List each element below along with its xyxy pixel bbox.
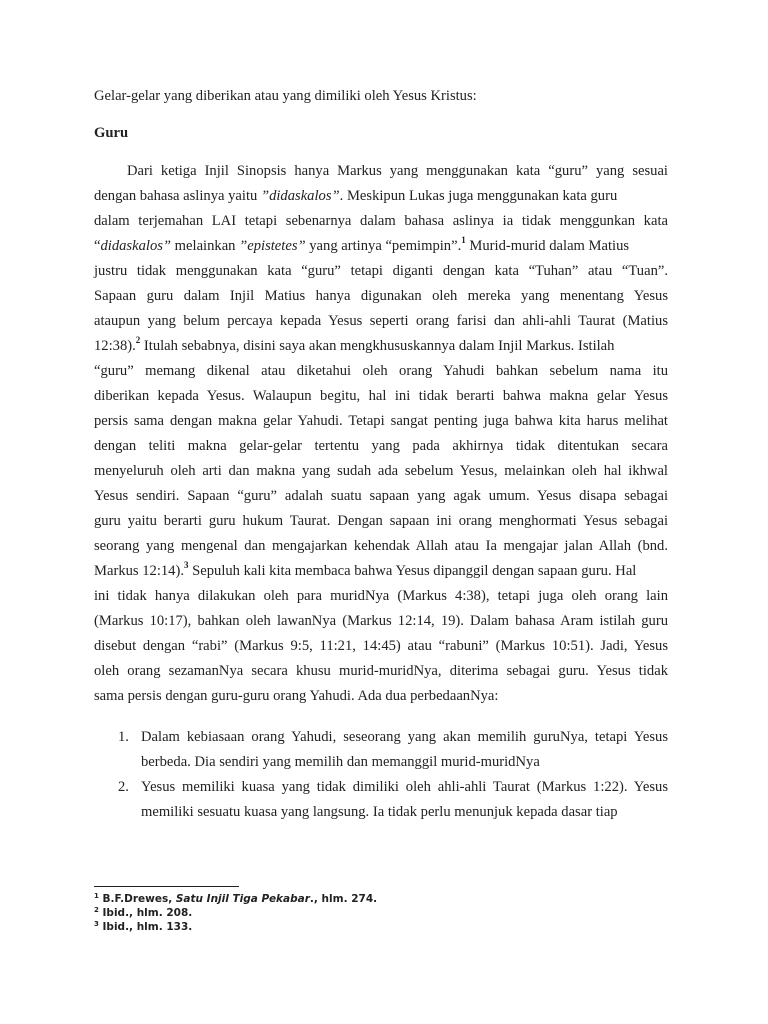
paragraph-line: disebut dengan “rabi” (Markus 9:5, 11:21, 14:45) atau “rabuni” (Markus 10:51). Jadi, Yesus — [94, 638, 668, 654]
paragraph-line: oleh orang sezamanNya secara khusu murid-muridNya, diterima sebagai guru. Yesus tidak — [94, 663, 668, 679]
list-item-line: memiliki sesuatu kuasa yang langsung. Ia tidak perlu menunjuk kepada dasar tiap — [141, 804, 618, 820]
paragraph-line: dengan bahasa aslinya yaitu ”didaskalos”. Meskipun Lukas juga menggunakan kata guru — [94, 188, 618, 204]
paragraph-line: guru yaitu berarti guru hukum Taurat. Dengan sapaan ini orang menghormati Yesus sebagai — [94, 513, 668, 529]
paragraph-line: 12:38).$^2$ Itulah sebabnya, disini saya akan mengkhususkannya dalam Injil Markus. Istilah — [94, 335, 615, 354]
list-item-line: berbeda. Dia sendiri yang memilih dan memanggil murid-muridNya — [141, 754, 540, 770]
paragraph-line: (Markus 10:17), bahkan oleh lawanNya (Markus 12:14, 19). Dalam bahasa Aram istilah guru — [94, 613, 668, 629]
footnote-separator — [94, 886, 239, 887]
paragraph-line: Markus 12:14).$^3$ Sepuluh kali kita membaca bahwa Yesus dipanggil dengan sapaan guru. Hal — [94, 560, 637, 579]
paragraph-line: “guru” memang dikenal atau diketahui oleh orang Yahudi bahkan sebelum nama itu — [94, 363, 668, 379]
paragraph-line: “didaskalos” melainkan ”epistetes” yang artinya “pemimpin”.$^1$ Murid-murid dalam Matius — [94, 235, 630, 254]
footnote: $^3$ Ibid., hlm. 133. — [94, 919, 193, 933]
list-number: 1. — [118, 729, 129, 745]
footnote: $^2$ Ibid., hlm. 208. — [94, 905, 193, 919]
list-number: 2. — [118, 779, 129, 795]
paragraph-line: dalam terjemahan LAI tetapi sebenarnya dalam bahasa aslinya ia tidak menggunkan kata — [94, 213, 668, 229]
paragraph-line: diberikan kepada Yesus. Walaupun begitu, hal ini tidak berarti bahwa makna gelar Yesus — [94, 388, 668, 404]
paragraph-line: seorang yang mengenal dan mengajarkan kehendak Allah atau Ia mengajar jalan Allah (bnd. — [94, 538, 668, 554]
footnote: $^1$ B.F.Drewes, Satu Injil Tiga Pekabar., hlm. 274. — [94, 891, 378, 905]
paragraph-line: Dari ketiga Injil Sinopsis hanya Markus yang menggunakan kata “guru” yang sesuai — [127, 163, 668, 179]
paragraph-line: persis sama dengan makna gelar Yahudi. Tetapi sangat penting juga bahwa kita harus melihat — [94, 413, 668, 429]
paragraph-line: ini tidak hanya dilakukan oleh para muridNya (Markus 4:38), tetapi juga oleh orang lain — [94, 588, 668, 604]
footnote-ref[interactable]: 2 — [135, 335, 141, 346]
section-heading: Guru — [94, 125, 129, 141]
paragraph-line: dengan teliti makna gelar-gelar tertentu yang pada akhirnya tidak ditentukan secara — [94, 438, 668, 454]
list-item-line: Dalam kebiasaan orang Yahudi, seseorang yang akan memilih guruNya, tetapi Yesus — [141, 729, 668, 745]
paragraph-line: menyeluruh oleh arti dan makna yang sudah ada sebelum Yesus, melainkan oleh hal ikhwal — [94, 463, 668, 479]
paragraph-line: Yesus sendiri. Sapaan “guru” adalah suatu sapaan yang agak umum. Yesus disapa sebagai — [94, 488, 668, 504]
footnote-ref[interactable]: 3 — [184, 560, 189, 571]
list-item-line: Yesus memiliki kuasa yang tidak dimiliki oleh ahli-ahli Taurat (Markus 1:22). Yesus — [141, 779, 668, 795]
footnote-ref[interactable]: 1 — [461, 235, 466, 246]
document-title-line: Gelar-gelar yang diberikan atau yang dimiliki oleh Yesus Kristus: — [94, 88, 477, 104]
paragraph-line: Sapaan guru dalam Injil Matius hanya digunakan oleh mereka yang menentang Yesus — [94, 288, 668, 304]
paragraph-line: sama persis dengan guru-guru orang Yahudi. Ada dua perbedaanNya: — [94, 688, 499, 704]
paragraph-line: justru tidak menggunakan kata “guru” tetapi diganti dengan kata “Tuhan” atau “Tuan”. — [94, 263, 668, 279]
paragraph-line: ataupun yang belum percaya kepada Yesus seperti orang farisi dan ahli-ahli Taurat (Matius — [94, 313, 668, 329]
